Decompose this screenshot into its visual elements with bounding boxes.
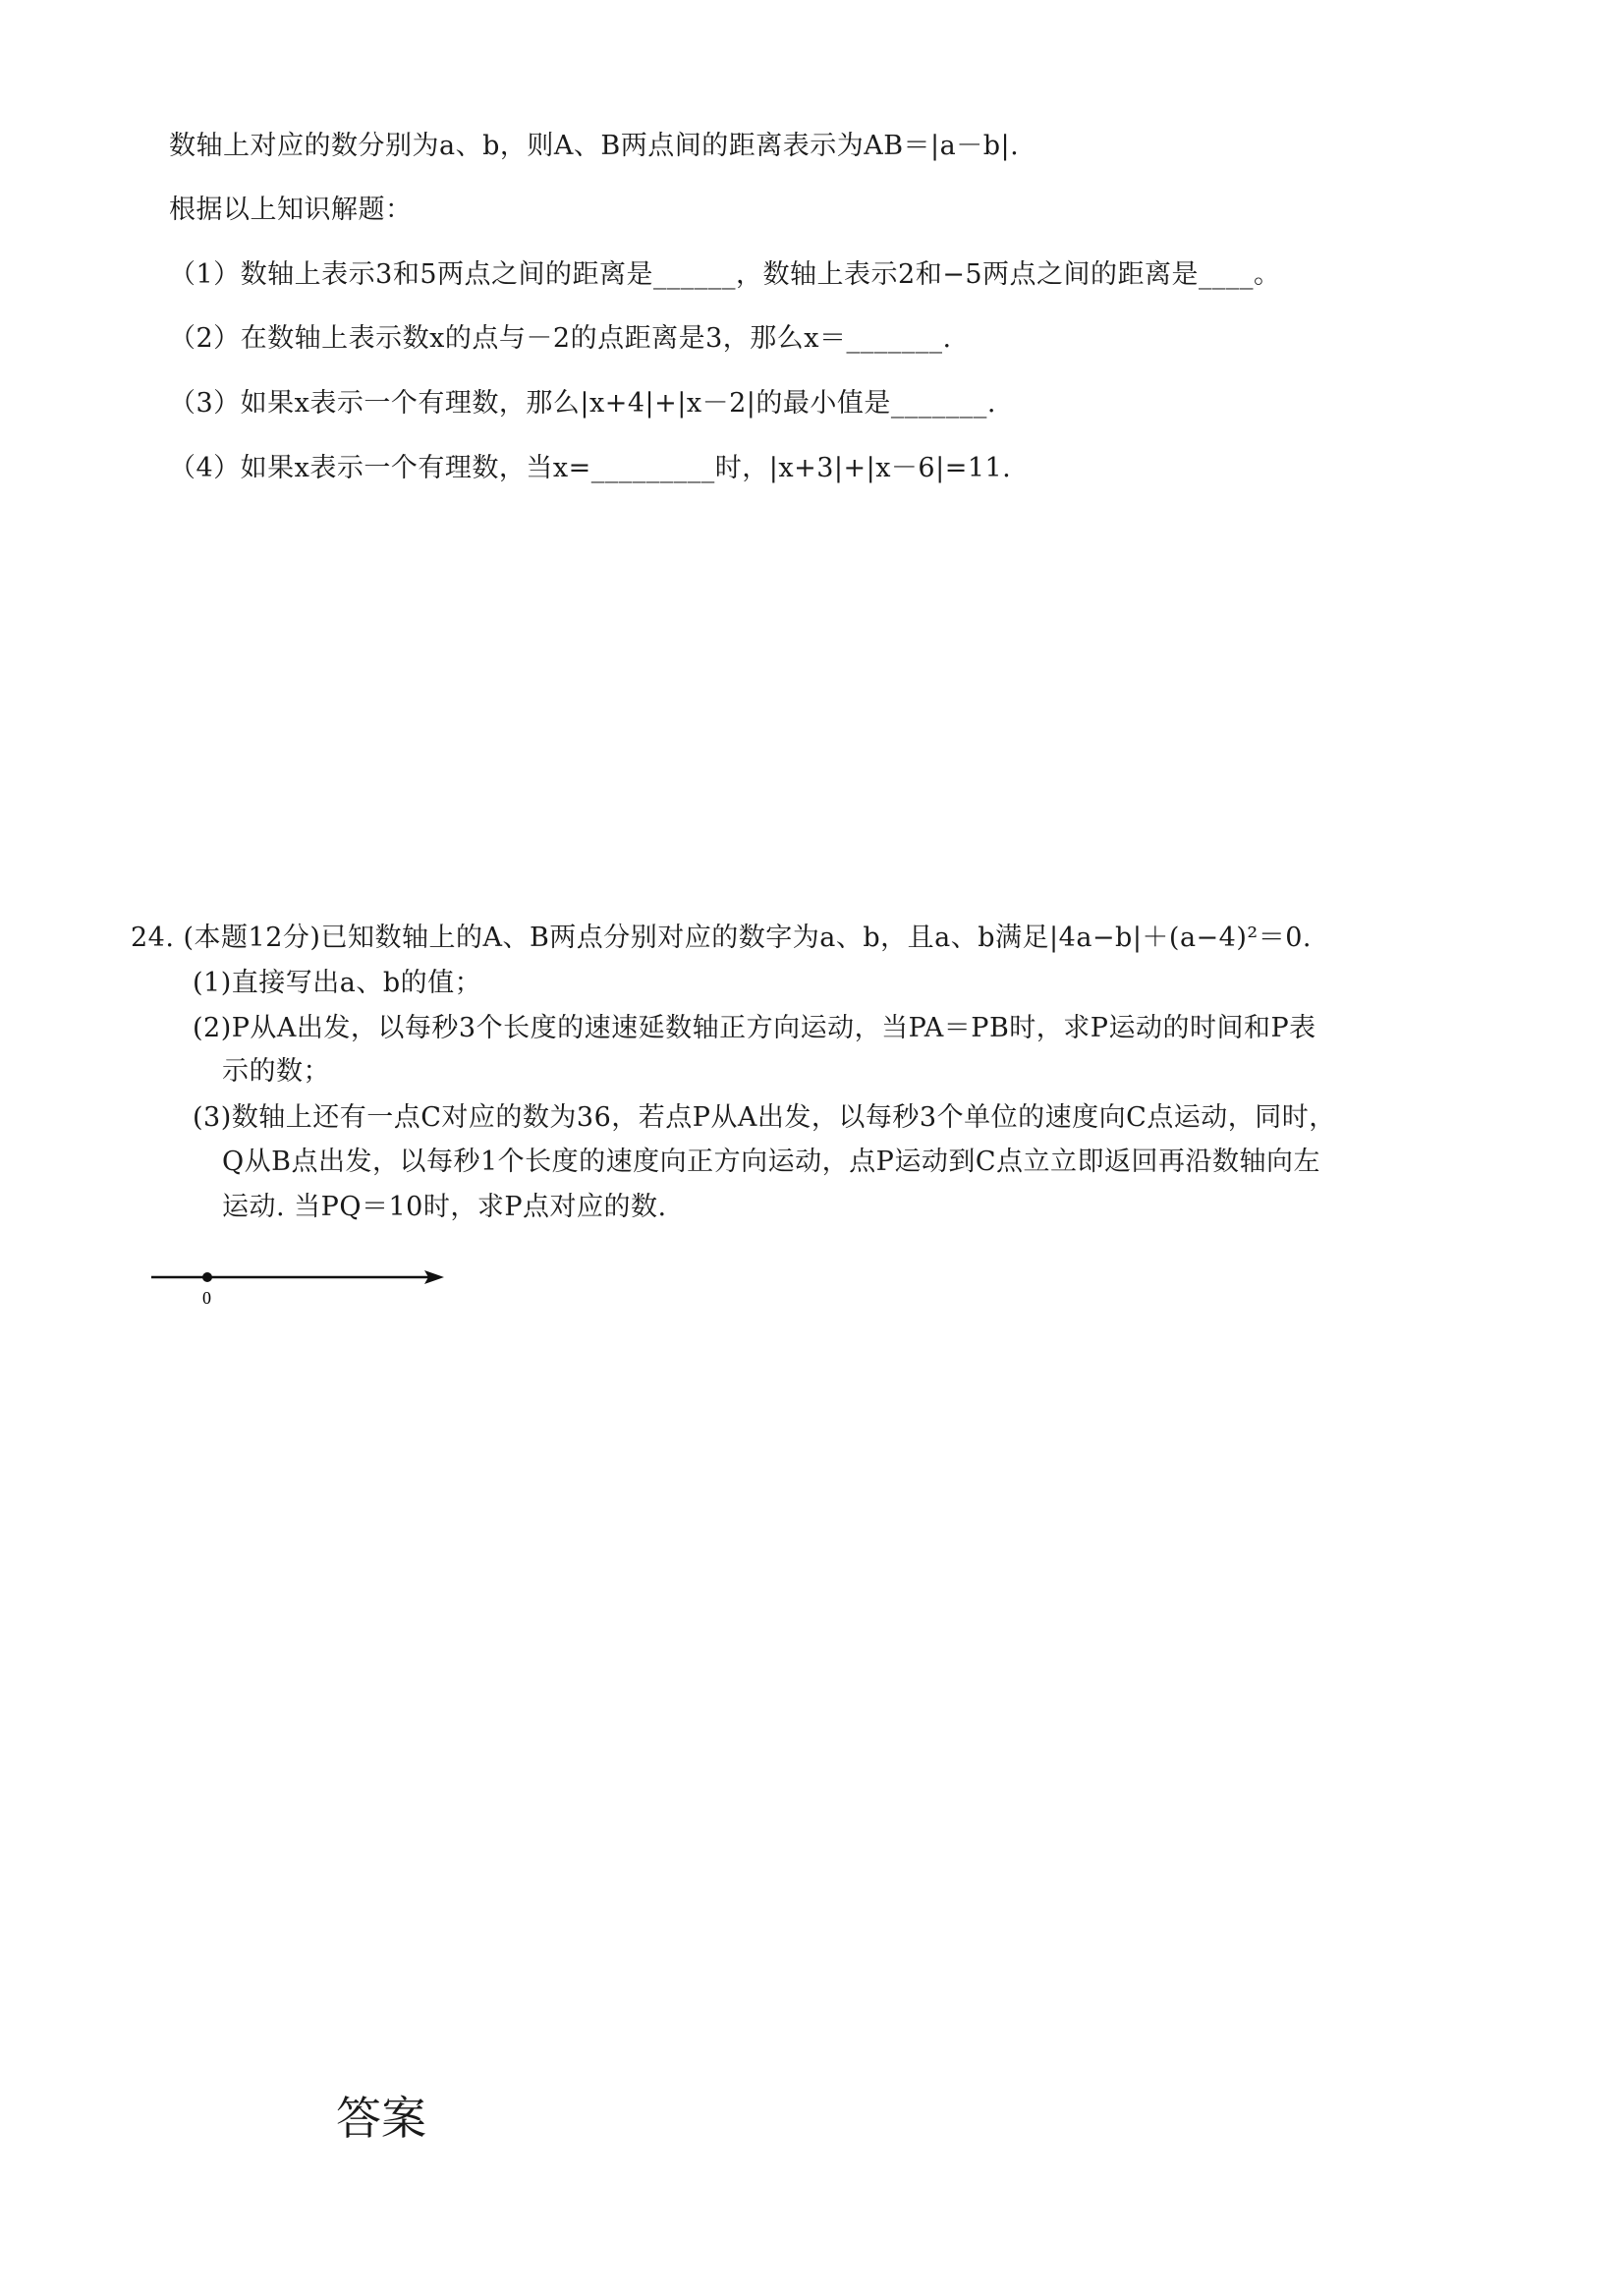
q23-item-2: （2）在数轴上表示数x的点与－2的点距离是3，那么x＝_______. [169, 323, 952, 354]
q24-part-2-line-2: 示的数； [222, 1056, 330, 1087]
q24-part-1: (1)直接写出a、b的值； [193, 968, 482, 998]
q23-item-1: （1）数轴上表示3和5两点之间的距离是______，数轴上表示2和−5两点之间的距离是____。 [169, 259, 1281, 290]
origin-point [202, 1272, 212, 1282]
q24-part-2-line-1: (2)P从A出发，以每秒3个长度的速速延数轴正方向运动，当PA＝PB时，求P运动的时间和P表 [193, 1013, 1316, 1043]
number-line-figure [147, 1260, 462, 1319]
intro-line-1: 数轴上对应的数分别为a、b，则A、B两点间的距离表示为AB＝|a－b|. [169, 131, 1020, 161]
q24-stem: 24. (本题12分)已知数轴上的A、B两点分别对应的数字为a、b，且a、b满足|4a−b|＋(a−4)²＝0. [131, 923, 1312, 953]
q23-item-3: （3）如果x表示一个有理数，那么|x+4|+|x－2|的最小值是_______. [169, 388, 996, 419]
intro-line-2: 根据以上知识解题： [169, 195, 413, 225]
q24-part-3-line-3: 运动. 当PQ＝10时，求P点对应的数. [222, 1192, 667, 1222]
answer-heading: 答案 [336, 2092, 426, 2145]
q23-item-4: （4）如果x表示一个有理数，当x=_________时，|x+3|+|x－6|=11. [169, 453, 1012, 483]
q24-part-3-line-1: (3)数轴上还有一点C对应的数为36，若点P从A出发，以每秒3个单位的速度向C点运动，同时， [193, 1102, 1336, 1133]
origin-label: 0 [202, 1288, 211, 1308]
q24-part-3-line-2: Q从B点出发，以每秒1个长度的速度向正方向运动，点P运动到C点立立即返回再沿数轴向左 [222, 1147, 1320, 1177]
